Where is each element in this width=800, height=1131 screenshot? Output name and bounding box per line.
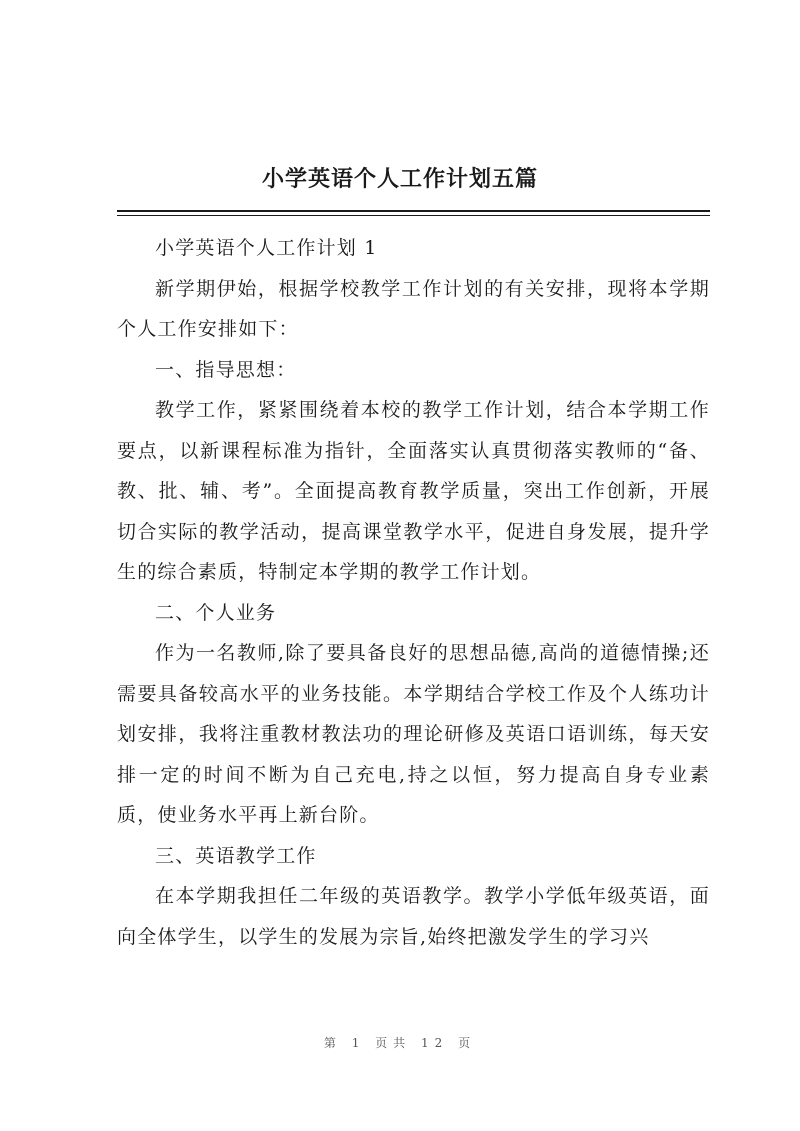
personal-business-paragraph: 作为一名教师,除了要具备良好的思想品德,高尚的道德情操;还需要具备较高水平的业务技能。本学期结合学校工作及个人练功计划安排，我将注重教材教法功的理论研修及英语口语训练，每天安排一定的时间不断为自己充电,持之以恒，努力提高自身专业素质，使业务水平再上新台阶。: [117, 642, 710, 826]
section-heading-english-teaching: 三、英语教学工作: [155, 844, 317, 867]
document-body: [117, 228, 710, 957]
intro-paragraph: 新学期伊始，根据学校教学工作计划的有关安排，现将本学期个人工作安排如下：: [117, 277, 710, 340]
guiding-ideology-paragraph: 教学工作，紧紧围绕着本校的教学工作计划，结合本学期工作要点，以新课程标准为指针，全面落实认真贯彻落实教师的“备、教、批、辅、考”。全面提高教育教学质量，突出工作创新，开展切合实际的教学活动，提高课堂教学水平，促进自身发展，提升学生的综合素质，特制定本学期的教学工作计划。: [117, 399, 710, 583]
section-heading-guiding-ideology: 一、指导思想：: [155, 358, 297, 381]
english-teaching-paragraph: 在本学期我担任二年级的英语教学。教学小学低年级英语，面向全体学生，以学生的发展为宗旨,始终把激发学生的学习兴: [117, 885, 710, 948]
title-underline: [117, 210, 710, 212]
section-heading-personal-business: 二、个人业务: [155, 601, 277, 624]
page-number-footer: 第 1 页共 12 页: [323, 1036, 477, 1050]
section-heading-plan-1: 小学英语个人工作计划 1: [155, 237, 378, 259]
title-underline-thin: [117, 215, 710, 216]
document-title: 小学英语个人工作计划五篇: [261, 166, 538, 192]
